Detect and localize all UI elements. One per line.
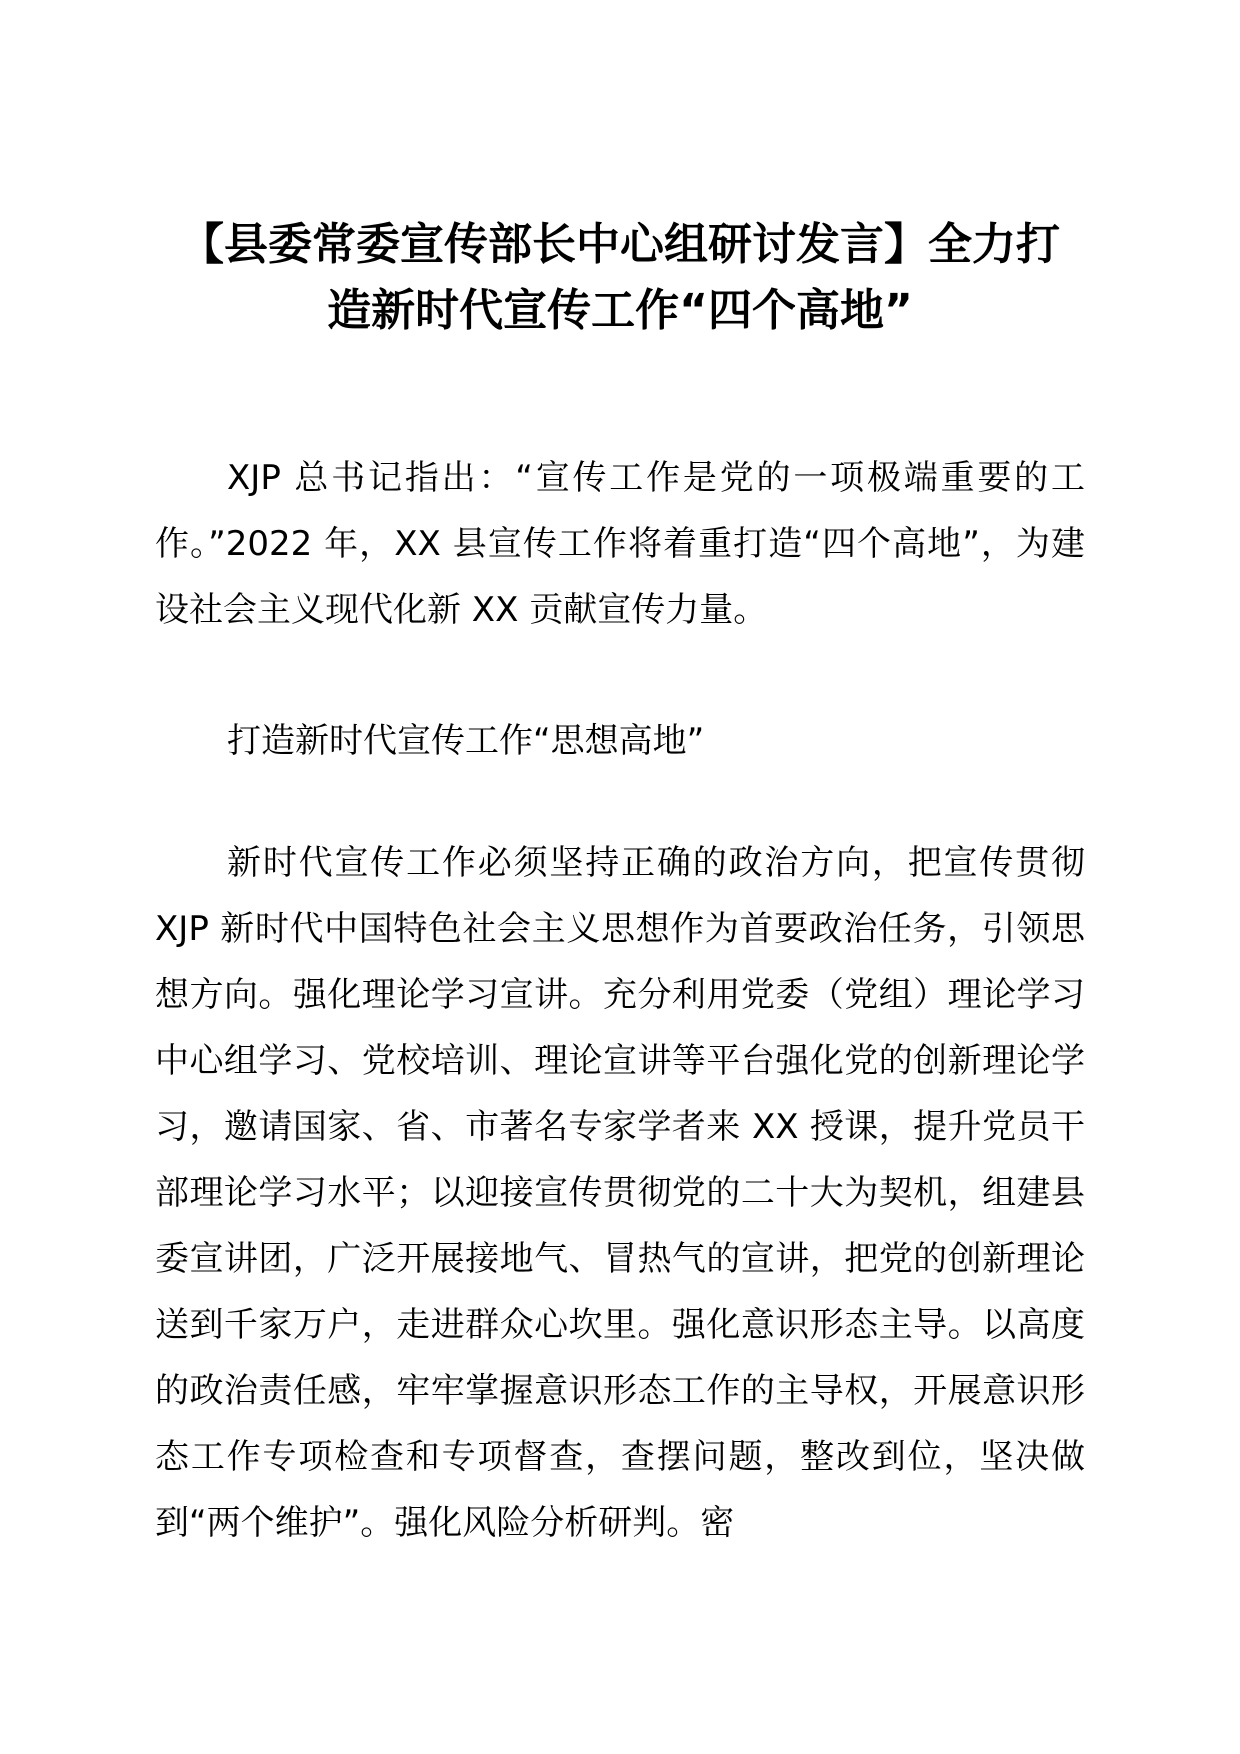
section-heading: 打造新时代宣传工作“思想高地” xyxy=(227,721,705,761)
body-paragraph: 新时代宣传工作必须坚持正确的政治方向，把宣传贯彻 XJP 新时代中国特色社会主义思想作为首要政治任务，引领思想方向。强化理论学习宣讲。充分利用党委（党组）理论学习中心组学习、党校培训、理论宣讲等平台强化党的创新理论学习，邀请国家、省、市著名专家学者来 XX 授课，提升党员干部理论学习水平；以迎接宣传贯彻党的二十大为契机，组建县委宣讲团，广泛开展接地气、冒热气的宣讲，把党的创新理论送到千家万户，走进群众心坎里。强化意识形态主导。以高度的政治责任感，牢牢掌握意识形态工作的主导权，开展意识形态工作专项检查和专项督查，查摆问题，整改到位，坚决做到“两个维护”。强化风险分析研判。密 xyxy=(155,843,1085,1543)
title-line-1: 【县委常委宣传部长中心组研讨发言】全力打 xyxy=(180,219,1060,270)
intro-paragraph: XJP 总书记指出：“宣传工作是党的一项极端重要的工作。”2022 年，XX 县宣传工作将着重打造“四个高地”，为建设社会主义现代化新 XX 贡献宣传力量。 xyxy=(155,458,1085,630)
document-title xyxy=(150,212,1090,344)
title-line-2: 造新时代宣传工作“四个高地” xyxy=(327,285,913,336)
